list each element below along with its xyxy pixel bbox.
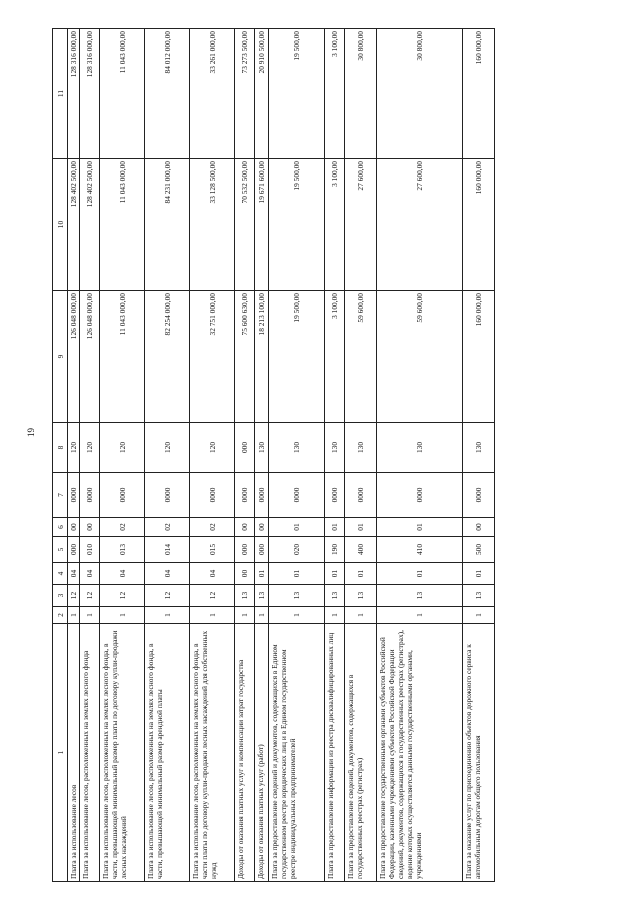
- amount-cell: 30 800,00: [377, 29, 463, 159]
- column-header: 11: [53, 29, 68, 159]
- amount-cell: 19 500,00: [269, 291, 325, 423]
- table-body: [68, 29, 495, 882]
- code-cell: 1: [190, 607, 235, 624]
- amount-cell: 75 600 630,00: [235, 291, 255, 423]
- code-cell: 000: [255, 537, 269, 563]
- page-number: 19: [26, 428, 36, 437]
- table-row: [68, 29, 80, 882]
- column-header: 8: [53, 423, 68, 473]
- code-cell: 1: [80, 607, 100, 624]
- code-cell: 1: [345, 607, 377, 624]
- row-name-cell: Доходы от оказания платных услуг и компенсации затрат государства: [235, 624, 255, 882]
- column-header: 4: [53, 563, 68, 585]
- column-header: 1: [53, 624, 68, 882]
- code-cell: 04: [68, 563, 80, 585]
- code-cell: 01: [377, 518, 463, 537]
- code-cell: 1: [100, 607, 145, 624]
- amount-cell: 128 402 500,00: [68, 159, 80, 291]
- code-cell: 01: [345, 563, 377, 585]
- table-row: [255, 29, 269, 882]
- row-name-cell: Плата за оказание услуг по присоединению объектов дорожного сервиса к автомобильным дорогам общего пользования: [463, 624, 495, 882]
- row-name-cell: Плата за предоставление сведений, документов, содержащихся в государственных реестрах (регистрах): [345, 624, 377, 882]
- code-cell: 13: [377, 585, 463, 607]
- code-cell: 010: [80, 537, 100, 563]
- table-row: [235, 29, 255, 882]
- amount-cell: 11 043 000,00: [100, 291, 145, 423]
- code-cell: 1: [377, 607, 463, 624]
- code-cell: 1: [145, 607, 190, 624]
- column-header: 10: [53, 159, 68, 291]
- code-cell: 130: [463, 423, 495, 473]
- code-cell: 0000: [190, 473, 235, 518]
- amount-cell: 126 048 000,00: [80, 291, 100, 423]
- code-cell: 13: [345, 585, 377, 607]
- row-name-cell: Плата за предоставление сведений и документов, содержащихся в Едином государственном реестре юридических лиц и в Едином государственном реестре индивидуальных предпринимателей: [269, 624, 325, 882]
- code-cell: 130: [325, 423, 345, 473]
- table-row: [325, 29, 345, 882]
- code-cell: 01: [269, 518, 325, 537]
- code-cell: 12: [80, 585, 100, 607]
- code-cell: 01: [325, 518, 345, 537]
- amount-cell: 59 600,00: [345, 291, 377, 423]
- code-cell: 000: [235, 537, 255, 563]
- code-cell: 04: [80, 563, 100, 585]
- code-cell: 120: [145, 423, 190, 473]
- code-cell: 02: [100, 518, 145, 537]
- code-cell: 410: [377, 537, 463, 563]
- code-cell: 12: [145, 585, 190, 607]
- amount-cell: 160 000,00: [463, 291, 495, 423]
- code-cell: 190: [325, 537, 345, 563]
- column-header: 2: [53, 607, 68, 624]
- code-cell: 01: [377, 563, 463, 585]
- amount-cell: 160 000,00: [463, 159, 495, 291]
- amount-cell: 32 751 000,00: [190, 291, 235, 423]
- code-cell: 130: [345, 423, 377, 473]
- amount-cell: 11 043 000,00: [100, 159, 145, 291]
- code-cell: 0000: [255, 473, 269, 518]
- row-name-cell: Плата за использование лесов, расположенных на землях лесного фонда, в части, превышающей минимальный размер арендной платы: [145, 624, 190, 882]
- code-cell: 1: [68, 607, 80, 624]
- code-cell: 0000: [145, 473, 190, 518]
- code-cell: 00: [463, 518, 495, 537]
- amount-cell: 70 532 500,00: [235, 159, 255, 291]
- code-cell: 13: [325, 585, 345, 607]
- code-cell: 130: [269, 423, 325, 473]
- code-cell: 01: [463, 563, 495, 585]
- code-cell: 014: [145, 537, 190, 563]
- code-cell: 00: [235, 563, 255, 585]
- row-name-cell: Доходы от оказания платных услуг (работ): [255, 624, 269, 882]
- amount-cell: 84 012 000,00: [145, 29, 190, 159]
- row-name-cell: Плата за использование лесов, расположенных на землях лесного фонда, в части платы по договору купли-продажи лесных насаждений для собственных нужд: [190, 624, 235, 882]
- code-cell: 1: [325, 607, 345, 624]
- amount-cell: 73 273 500,00: [235, 29, 255, 159]
- code-cell: 12: [190, 585, 235, 607]
- amount-cell: 3 100,00: [325, 29, 345, 159]
- code-cell: 12: [68, 585, 80, 607]
- row-name-cell: Плата за использование лесов, расположенных на землях лесного фонда: [80, 624, 100, 882]
- code-cell: 0000: [100, 473, 145, 518]
- table-row: [377, 29, 463, 882]
- column-header: 9: [53, 291, 68, 423]
- amount-cell: 27 600,00: [345, 159, 377, 291]
- code-cell: 13: [235, 585, 255, 607]
- code-cell: 015: [190, 537, 235, 563]
- table-row: [190, 29, 235, 882]
- code-cell: 04: [145, 563, 190, 585]
- column-header: 7: [53, 473, 68, 518]
- code-cell: 120: [100, 423, 145, 473]
- table-header-row: [53, 29, 68, 882]
- table-row: [463, 29, 495, 882]
- code-cell: 00: [235, 518, 255, 537]
- column-header: 5: [53, 537, 68, 563]
- code-cell: 01: [325, 563, 345, 585]
- revenue-table: [52, 28, 495, 882]
- code-cell: 13: [463, 585, 495, 607]
- amount-cell: 128 316 000,00: [80, 29, 100, 159]
- code-cell: 130: [377, 423, 463, 473]
- amount-cell: 27 600,00: [377, 159, 463, 291]
- amount-cell: 3 100,00: [325, 291, 345, 423]
- amount-cell: 160 000,00: [463, 29, 495, 159]
- amount-cell: 33 128 500,00: [190, 159, 235, 291]
- table-row: [269, 29, 325, 882]
- table-row: [100, 29, 145, 882]
- amount-cell: 19 500,00: [269, 29, 325, 159]
- code-cell: 013: [100, 537, 145, 563]
- amount-cell: 11 043 000,00: [100, 29, 145, 159]
- code-cell: 00: [255, 518, 269, 537]
- amount-cell: 59 600,00: [377, 291, 463, 423]
- amount-cell: 84 231 000,00: [145, 159, 190, 291]
- code-cell: 1: [463, 607, 495, 624]
- code-cell: 12: [100, 585, 145, 607]
- row-name-cell: Плата за предоставление государственными органами субъектов Российской Федерации, казенными учреждениями субъектов Российской Федерации сведений, документов, содержащихся в государственных реестрах (регистрах), ведение которых осуществляется данными государственными органами, учреждениями: [377, 624, 463, 882]
- code-cell: 000: [235, 423, 255, 473]
- amount-cell: 30 800,00: [345, 29, 377, 159]
- code-cell: 00: [68, 518, 80, 537]
- table-row: [345, 29, 377, 882]
- code-cell: 01: [345, 518, 377, 537]
- code-cell: 0000: [377, 473, 463, 518]
- amount-cell: 20 910 500,00: [255, 29, 269, 159]
- code-cell: 1: [269, 607, 325, 624]
- code-cell: 13: [255, 585, 269, 607]
- code-cell: 01: [255, 563, 269, 585]
- code-cell: 500: [463, 537, 495, 563]
- code-cell: 120: [190, 423, 235, 473]
- amount-cell: 82 254 000,00: [145, 291, 190, 423]
- rotated-table-wrapper: [52, 29, 608, 882]
- code-cell: 0000: [345, 473, 377, 518]
- code-cell: 01: [269, 563, 325, 585]
- amount-cell: 19 671 600,00: [255, 159, 269, 291]
- code-cell: 120: [80, 423, 100, 473]
- code-cell: 0000: [269, 473, 325, 518]
- code-cell: 0000: [235, 473, 255, 518]
- code-cell: 13: [269, 585, 325, 607]
- amount-cell: 18 213 100,00: [255, 291, 269, 423]
- code-cell: 120: [68, 423, 80, 473]
- code-cell: 0000: [68, 473, 80, 518]
- row-name-cell: Плата за использование лесов, расположенных на землях лесного фонда, в части, превышающей минимальный размер платы по договору купли-продажи лесных насаждений: [100, 624, 145, 882]
- code-cell: 02: [190, 518, 235, 537]
- table-row: [145, 29, 190, 882]
- amount-cell: 33 261 000,00: [190, 29, 235, 159]
- column-header: 6: [53, 518, 68, 537]
- row-name-cell: Плата за использование лесов: [68, 624, 80, 882]
- code-cell: 0000: [325, 473, 345, 518]
- code-cell: 000: [68, 537, 80, 563]
- amount-cell: 128 316 000,00: [68, 29, 80, 159]
- amount-cell: 128 402 500,00: [80, 159, 100, 291]
- code-cell: 400: [345, 537, 377, 563]
- code-cell: 0000: [463, 473, 495, 518]
- code-cell: 020: [269, 537, 325, 563]
- table-row: [80, 29, 100, 882]
- column-header: 3: [53, 585, 68, 607]
- code-cell: 04: [100, 563, 145, 585]
- row-name-cell: Плата за предоставление информации из реестра дисквалифицированных лиц: [325, 624, 345, 882]
- code-cell: 02: [145, 518, 190, 537]
- code-cell: 0000: [80, 473, 100, 518]
- code-cell: 1: [235, 607, 255, 624]
- amount-cell: 3 100,00: [325, 159, 345, 291]
- code-cell: 1: [255, 607, 269, 624]
- amount-cell: 126 048 000,00: [68, 291, 80, 423]
- code-cell: 130: [255, 423, 269, 473]
- amount-cell: 19 500,00: [269, 159, 325, 291]
- code-cell: 04: [190, 563, 235, 585]
- code-cell: 00: [80, 518, 100, 537]
